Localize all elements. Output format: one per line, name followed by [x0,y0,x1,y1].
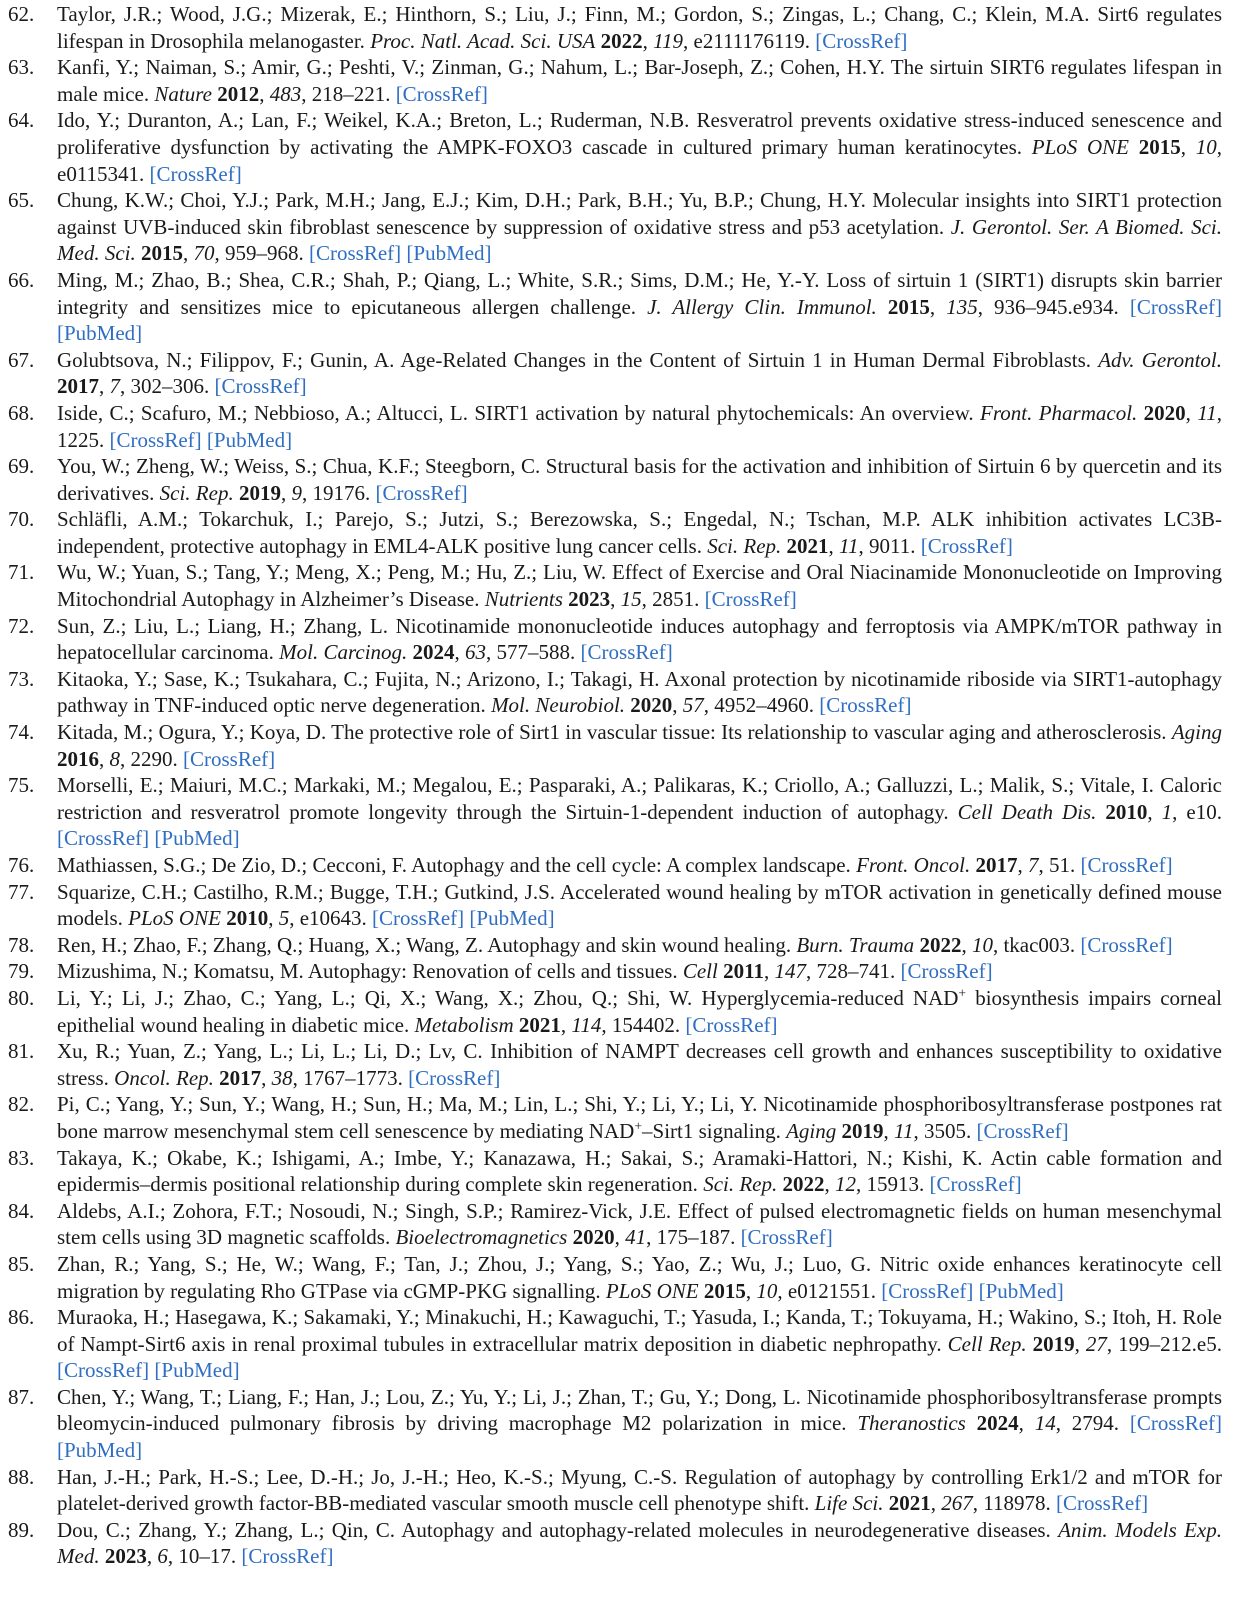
journal-or-volume: 9 [291,480,302,505]
reference-item [0,400,1256,453]
publication-year: 2022 [782,1172,825,1197]
journal-or-volume: Front. Oncol. [856,853,971,877]
pubmed-link[interactable]: [PubMed] [406,241,492,266]
journal-or-volume: Nature [154,81,212,106]
reference-number: 74. [8,720,35,745]
reference-text: Chen, Y.; Wang, T.; Liang, F.; Han, J.; Lou, Z.; Yu, Y.; Li, J.; Zhan, T.; Gu, Y.; Dong, L. Nicotinamide phosphoribosyltransferase prompts bleomycin-induced pulmonary fibrosis by driving macrophage M2 polarization in mice. [57,1384,1222,1436]
crossref-link[interactable]: [CrossRef] [1055,1491,1149,1516]
reference-text: , [642,28,654,53]
reference-number: 63. [8,55,35,80]
publication-year: 2017 [219,1065,262,1090]
journal-or-volume: PLoS ONE [128,906,221,931]
crossref-link[interactable]: [CrossRef] [214,374,307,399]
crossref-link[interactable]: [CrossRef] [372,906,465,931]
journal-or-volume: 147 [774,959,806,984]
journal-or-volume: 38 [271,1065,293,1090]
journal-or-volume: 10 [971,932,993,957]
reference-text: Schläfli, A.M.; Tokarchuk, I.; Parejo, S.; Jutzi, S.; Berezowska, S.; Engedal, N.; Tschan, M.P. ALK inhibition activates LC3B-independent, protective autophagy in EML4-ALK positive lung cancer cells. [57,507,1222,558]
journal-or-volume: Proc. Natl. Acad. Sci. USA [370,28,596,53]
publication-year: 2015 [140,241,183,266]
reference-text: , [182,241,194,266]
reference-text: Ming, M.; Zhao, B.; Shea, C.R.; Shah, P.; Qiang, L.; White, S.R.; Sims, D.M.; He, Y.-Y. Loss of sirtuin 1 (SIRT1) disrupts skin barrier integrity and sensitizes mice to epicutaneous allergen challenge. [57,267,1222,319]
reference-text: , [1018,1411,1035,1436]
reference-item [0,985,1256,1038]
reference-number: 88. [8,1464,35,1489]
reference-text: , [99,746,110,771]
publication-year: 2017 [975,853,1018,877]
crossref-link[interactable]: [CrossRef] [408,1065,501,1090]
journal-or-volume: Mol. Carcinog. [279,640,408,665]
reference-item [0,347,1256,400]
reference-text: biosynthesis impairs corneal epithelial wound healing in diabetic mice. [57,985,1222,1037]
reference-text: Han, J.-H.; Park, H.-S.; Lee, D.-H.; Jo, J.-H.; Heo, K.-S.; Myung, C.-S. Regulation of autophagy by controlling Erk1/2 and mTOR for platelet-derived growth factor-BB-mediated vascular smooth muscle cell phenotype shift. [57,1464,1222,1516]
reference-text: –Sirt1 signaling. [642,1118,787,1143]
reference-text: Pi, C.; Yang, Y.; Sun, Y.; Wang, H.; Sun, H.; Ma, M.; Lin, L.; Shi, Y.; Li, Y.; Li, Y. Nicotinamide phosphoribosyltransferase postpones rat bone marrow mesenchymal stem cell senescence by mediating NAD [57,1092,1222,1143]
reference-text: , 175–187. [646,1225,741,1250]
crossref-link[interactable]: [CrossRef] [976,1118,1069,1143]
crossref-link[interactable]: [CrossRef] [881,1278,974,1303]
reference-item [0,666,1256,719]
reference-text: , e10. [1172,799,1222,824]
publication-year: 2012 [217,81,260,106]
reference-number: 62. [8,2,35,26]
reference-number: 78. [8,932,35,957]
journal-or-volume: 8 [109,746,120,771]
journal-or-volume: Oncol. Rep. [114,1065,214,1090]
reference-number: 77. [8,879,35,904]
reference-text: , 959–968. [214,241,309,266]
reference-text: Chung, K.W.; Choi, Y.J.; Park, M.H.; Jang, E.J.; Kim, D.H.; Park, B.H.; Yu, B.P.; Chung, H.Y. Molecular insights into SIRT1 protection against UVB-induced skin fibroblast senescence by suppression of oxidative stress and p53 acetylation. [57,188,1222,239]
reference-text [1129,135,1139,159]
journal-or-volume: Nutrients [484,587,563,612]
reference-number: 71. [8,560,35,585]
crossref-link[interactable]: [CrossRef] [149,161,242,186]
reference-item [0,1517,1256,1570]
reference-text: , e10643. [289,906,373,931]
reference-number: 75. [8,773,35,798]
journal-or-volume: 119 [653,28,684,53]
pubmed-link[interactable]: [PubMed] [154,1358,240,1383]
reference-text: Iside, C.; Scafuro, M.; Nebbioso, A.; Altucci, L. SIRT1 activation by natural phytochemicals: An overview. [57,400,981,425]
reference-number: 76. [8,853,35,877]
publication-year: 2011 [723,959,764,984]
reference-text: , [99,374,110,399]
journal-or-volume: 12 [835,1172,856,1197]
publication-year: 2017 [57,374,99,399]
journal-or-volume: Mol. Neurobiol. [491,693,626,718]
journal-or-volume: 11 [839,533,859,558]
reference-text: Ren, H.; Zhao, F.; Zhang, Q.; Huang, X.; Wang, Z. Autophagy and skin wound healing. [57,932,797,957]
reference-item [0,506,1256,559]
reference-item [0,1251,1256,1304]
reference-item [0,613,1256,666]
reference-text: , [824,1172,835,1197]
reference-text: , [1017,853,1028,877]
pubmed-link[interactable]: [PubMed] [57,321,143,346]
publication-year: 2010 [1105,799,1148,824]
crossref-link[interactable]: [CrossRef] [57,1358,150,1383]
reference-text: Kitaoka, Y.; Sase, K.; Tsukahara, C.; Fujita, N.; Arizono, I.; Takagi, H. Axonal protection by nicotinamide riboside via SIRT1-autophagy pathway in TNF-induced optic nerve degeneration. [57,666,1222,718]
reference-text: , 10–17. [167,1544,242,1569]
reference-text: , 2794. [1055,1411,1130,1436]
journal-or-volume: Anim. Models Exp. Med. [57,1517,1222,1569]
crossref-link[interactable]: [CrossRef] [704,587,797,612]
reference-number: 69. [8,454,35,479]
journal-or-volume: 10 [1195,134,1217,159]
crossref-link[interactable]: [CrossRef] [929,1172,1022,1197]
publication-year: 2010 [226,906,269,931]
reference-item [0,107,1256,187]
reference-text: , 51. [1038,853,1081,877]
reference-text: , 728–741. [805,959,901,984]
journal-or-volume: 57 [682,693,704,718]
reference-text: , e0115341. [57,134,1222,186]
journal-or-volume: 7 [109,374,120,399]
publication-year: 2016 [57,746,99,771]
journal-or-volume: Life Sci. [814,1491,884,1516]
reference-text: , [146,1544,158,1569]
reference-number: 73. [8,666,35,691]
reference-text: , [1185,400,1198,425]
reference-text: , [745,1278,757,1303]
reference-text: Kitada, M.; Ogura, Y.; Koya, D. The protective role of Sirt1 in vascular tissue: Its relationship to vascular aging and atherosclerosis. [57,720,1172,745]
reference-text: , [280,480,292,505]
superscript: + [634,1118,643,1134]
publication-year: 2015 [703,1278,746,1303]
superscript: + [958,985,967,1001]
journal-or-volume: 483 [269,81,302,106]
reference-text: , 577–588. [486,640,581,665]
pubmed-link[interactable]: [PubMed] [978,1278,1064,1303]
reference-number: 82. [8,1092,35,1117]
journal-or-volume: 11 [894,1118,914,1143]
reference-text: , [929,294,947,319]
journal-or-volume: PLoS ONE [1031,134,1129,159]
crossref-link[interactable]: [CrossRef] [1080,932,1173,957]
reference-text: Ido, Y.; Duranton, A.; Lan, F.; Weikel, K.A.; Breton, L.; Ruderman, N.B. Resveratrol prevents oxidative stress-induced senescence and proliferative dysfunction by activating the AMPK-FOXO3 cascade in cultured primary human keratinocytes. [57,108,1222,159]
reference-text: , 9011. [858,533,921,558]
reference-item [0,559,1256,612]
crossref-link[interactable]: [CrossRef] [1129,1411,1223,1436]
journal-or-volume: Bioelectromagnetics [395,1225,568,1250]
journal-or-volume: 10 [756,1278,778,1303]
journal-or-volume: Theranostics [857,1411,966,1436]
reference-text: , [261,1065,272,1090]
crossref-link[interactable]: [CrossRef] [183,746,276,771]
crossref-link[interactable]: [CrossRef] [1129,294,1223,319]
journal-or-volume: 41 [625,1225,647,1250]
publication-year: 2022 [919,932,962,957]
reference-text: Squarize, C.H.; Castilho, R.M.; Bugge, T.H.; Gutkind, J.S. Accelerated wound healing by mTOR activation in genetically defined mouse models. [57,879,1222,931]
reference-text: Aldebs, A.I.; Zohora, F.T.; Nosoudi, N.; Singh, S.P.; Ramirez-Vick, J.E. Effect of pulsed electromagnetic fields on human mesenchymal stem cells using 3D magnetic scaffolds. [57,1198,1222,1250]
journal-or-volume: 114 [571,1012,602,1037]
reference-text: , 218–221. [301,81,396,106]
reference-text: , [268,906,279,931]
reference-text: Wu, W.; Yuan, S.; Tang, Y.; Meng, X.; Peng, M.; Hu, Z.; Liu, W. Effect of Exercise and Oral Niacinamide Mononucleotide on Improving Mitochondrial Autophagy in Alzheimer’s Disease. [57,560,1222,612]
reference-text: , 2290. [120,746,183,771]
journal-or-volume: Sci. Rep. [707,533,782,558]
reference-text: , 154402. [601,1012,686,1037]
reference-text: , 118978. [972,1491,1056,1516]
reference-item [0,852,1256,879]
reference-text: Kanfi, Y.; Naiman, S.; Amir, G.; Peshti, V.; Zinman, G.; Nahum, L.; Bar-Joseph, Z.; Cohen, H.Y. The sirtuin SIRT6 regulates lifespan in male mice. [57,55,1222,106]
reference-item [0,958,1256,985]
reference-number: 79. [8,959,35,984]
publication-year: 2020 [630,693,673,718]
reference-number: 86. [8,1305,35,1330]
reference-text: You, W.; Zheng, W.; Weiss, S.; Chua, K.F.; Steegborn, C. Structural basis for the activation and inhibition of Sirtuin 6 by quercetin and its derivatives. [57,454,1222,505]
journal-or-volume: 7 [1027,853,1039,877]
reference-text: , 4952–4960. [703,693,820,718]
publication-year: 2015 [1138,134,1181,159]
publication-year: 2019 [1032,1331,1075,1356]
reference-item [0,1464,1256,1517]
reference-text: , 2851. [641,587,705,612]
reference-number: 85. [8,1251,35,1276]
publication-year: 2024 [412,640,455,665]
reference-text: , 199–212.e5. [1106,1331,1223,1356]
journal-or-volume: 267 [941,1491,973,1516]
reference-text: , [1180,134,1196,159]
publication-year: 2023 [568,587,611,612]
reference-text: Xu, R.; Yuan, Z.; Yang, L.; Li, L.; Li, D.; Lv, C. Inhibition of NAMPT decreases cell growth and enhances susceptibility to oxidative stress. [57,1039,1222,1090]
reference-item [0,1198,1256,1251]
publication-year: 2022 [600,28,643,53]
reference-text [966,1411,977,1435]
crossref-link[interactable]: [CrossRef] [395,81,488,106]
journal-or-volume: 5 [278,906,290,931]
crossref-link[interactable]: [CrossRef] [920,533,1013,558]
reference-item [0,187,1256,267]
reference-text: Mathiassen, S.G.; De Zio, D.; Cecconi, F. Autophagy and the cell cycle: A complex landscape. [57,853,857,877]
reference-text: , [763,959,775,984]
reference-text: , 15913. [856,1172,930,1197]
reference-text: Taylor, J.R.; Wood, J.G.; Mizerak, E.; Hinthorn, S.; Liu, J.; Finn, M.; Gordon, S.; Zingas, L.; Chang, C.; Klein, M.A. Sirt6 regulates lifespan in Drosophila melanogaster. [57,2,1222,53]
reference-item [0,1384,1256,1464]
crossref-link[interactable]: [CrossRef] [57,826,150,851]
crossref-link[interactable]: [CrossRef] [241,1544,334,1569]
journal-or-volume: Cell [682,959,718,984]
crossref-link[interactable]: [CrossRef] [308,241,402,266]
reference-number: 89. [8,1517,35,1542]
reference-number: 81. [8,1039,35,1064]
reference-number: 80. [8,985,35,1010]
reference-text: Morselli, E.; Maiuri, M.C.; Markaki, M.; Megalou, E.; Pasparaki, A.; Palikaras, K.; Criollo, A.; Galluzzi, L.; Malik, S.; Vitale, I. Caloric restriction and resveratrol promote longevity through the Sirtuin-1-dependent induction of autophagy. [57,773,1222,824]
reference-item [0,879,1256,932]
reference-text: , 1767–1773. [292,1065,409,1090]
reference-number: 68. [8,400,35,425]
journal-or-volume: 63 [465,640,487,665]
crossref-link[interactable]: [CrossRef] [580,640,673,665]
reference-number: 72. [8,613,35,638]
crossref-link[interactable]: [CrossRef] [900,959,993,984]
journal-or-volume: PLoS ONE [605,1278,699,1303]
publication-year: 2023 [104,1544,147,1569]
crossref-link[interactable]: [CrossRef] [109,427,202,452]
pubmed-link[interactable]: [PubMed] [154,826,240,851]
reference-text: , [610,587,621,612]
reference-text: Muraoka, H.; Hasegawa, K.; Sakamaki, Y.; Minakuchi, H.; Kawaguchi, T.; Yasuda, I.; Kanda, T.; Tokuyama, H.; Wakino, S.; Itoh, H. Role of Nampt-Sirt6 axis in renal proximal tubules in extracellular matrix deposition in diabetic nephropathy. [57,1305,1222,1356]
reference-text: Zhan, R.; Yang, S.; He, W.; Wang, F.; Tan, J.; Zhou, J.; Yang, S.; Yao, Z.; Wu, J.; Luo, G. Nitric oxide enhances keratinocyte cell migration by regulating Rho GTPase via cGMP-PKG signalling. [57,1251,1222,1303]
reference-text: , [1147,799,1162,824]
reference-number: 84. [8,1198,35,1223]
reference-text: , e0121551. [777,1278,882,1303]
publication-year: 2020 [572,1225,615,1250]
pubmed-link[interactable]: [PubMed] [469,906,555,931]
reference-item [0,932,1256,959]
reference-text: Golubtsova, N.; Filippov, F.; Gunin, A. Age-Related Changes in the Content of Sirtuin 1 in Human Dermal Fibroblasts. [57,347,1099,372]
reference-item [0,719,1256,772]
pubmed-link[interactable]: [PubMed] [57,1438,143,1463]
reference-text: , [454,640,466,665]
reference-number: 87. [8,1384,35,1409]
reference-text: , [672,693,683,718]
reference-number: 65. [8,188,35,213]
reference-number: 70. [8,507,35,532]
reference-item [0,453,1256,506]
journal-or-volume: Sci. Rep. [159,480,234,505]
pubmed-link[interactable]: [PubMed] [206,427,293,452]
journal-or-volume: 15 [620,587,642,612]
journal-or-volume: 6 [157,1544,168,1569]
reference-text: , 1225. [57,400,1223,452]
publication-year: 2020 [1143,400,1186,425]
journal-or-volume: Aging [1171,720,1222,745]
reference-number: 67. [8,347,35,372]
publication-year: 2019 [238,480,281,505]
reference-text: , 936–945.e934. [977,294,1130,319]
journal-or-volume: 27 [1085,1331,1107,1356]
journal-or-volume: J. Allergy Clin. Immunol. [647,294,877,319]
journal-or-volume: 135 [946,294,978,319]
journal-or-volume: 70 [193,241,215,266]
reference-item [0,1038,1256,1091]
publication-year: 2021 [518,1012,561,1037]
reference-item [0,772,1256,852]
reference-text: , [930,1491,942,1516]
reference-item [0,1,1256,54]
journal-or-volume: Metabolism [414,1012,514,1037]
reference-text: , [560,1012,572,1037]
reference-item [0,1091,1256,1144]
reference-number: 66. [8,267,35,292]
journal-or-volume: Adv. Gerontol. [1098,347,1222,372]
reference-text: , [614,1225,626,1250]
reference-text: , 19176. [301,480,376,505]
journal-or-volume: 1 [1161,799,1173,824]
reference-number: 83. [8,1145,35,1170]
reference-text: , [883,1118,895,1143]
publication-year: 2015 [887,294,930,319]
crossref-link[interactable]: [CrossRef] [375,480,468,505]
reference-text: , 302–306. [120,374,215,399]
publication-year: 2019 [841,1118,884,1143]
reference-text: , [1074,1331,1086,1356]
journal-or-volume: J. Gerontol. Ser. A Biomed. Sci. Med. Sci. [57,214,1222,266]
reference-item [0,54,1256,107]
reference-item [0,1145,1256,1198]
reference-text: Takaya, K.; Okabe, K.; Ishigami, A.; Imbe, Y.; Kanazawa, H.; Sakai, S.; Aramaki-Hattori, N.; Kishi, K. Actin cable formation and epidermis–dermis positional relationship during complete skin regeneration. [57,1145,1222,1197]
reference-text: , [259,81,270,106]
reference-text: Dou, C.; Zhang, Y.; Zhang, L.; Qin, C. Autophagy and autophagy-related molecules in neurodegenerative diseases. [57,1517,1059,1542]
reference-number: 64. [8,108,35,133]
reference-item [0,267,1256,347]
reference-text: , 3505. [913,1118,977,1143]
crossref-link[interactable]: [CrossRef] [740,1225,833,1250]
journal-or-volume: 11 [1197,400,1217,425]
reference-text: , [828,533,840,558]
journal-or-volume: Aging [786,1118,837,1143]
reference-text [877,295,888,319]
reference-text: Mizushima, N.; Komatsu, M. Autophagy: Renovation of cells and tissues. [57,959,683,984]
journal-or-volume: Sci. Rep. [703,1172,778,1197]
crossref-link[interactable]: [CrossRef] [1080,853,1173,877]
journal-or-volume: Burn. Trauma [796,932,915,957]
publication-year: 2021 [888,1491,931,1516]
reference-text: Li, Y.; Li, J.; Zhao, C.; Yang, L.; Qi, X.; Wang, X.; Zhou, Q.; Shi, W. Hyperglycemia-reduced NAD [57,985,959,1010]
publication-year: 2024 [976,1411,1019,1436]
journal-or-volume: Front. Pharmacol. [980,400,1138,425]
publication-year: 2021 [786,533,829,558]
journal-or-volume: Cell Rep. [947,1331,1027,1356]
reference-text: , [961,932,972,957]
reference-text: , e2111176119. [683,28,816,53]
journal-or-volume: Cell Death Dis. [957,799,1097,824]
reference-text: Sun, Z.; Liu, L.; Liang, H.; Zhang, L. Nicotinamide mononucleotide induces autophagy and ferroptosis via AMPK/mTOR pathway in hepatocellular carcinoma. [57,613,1222,665]
crossref-link[interactable]: [CrossRef] [819,693,912,718]
reference-text: , tkac003. [992,932,1081,957]
journal-or-volume: 14 [1034,1411,1056,1436]
crossref-link[interactable]: [CrossRef] [685,1012,778,1037]
reference-item [0,1304,1256,1384]
crossref-link[interactable]: [CrossRef] [815,28,908,53]
